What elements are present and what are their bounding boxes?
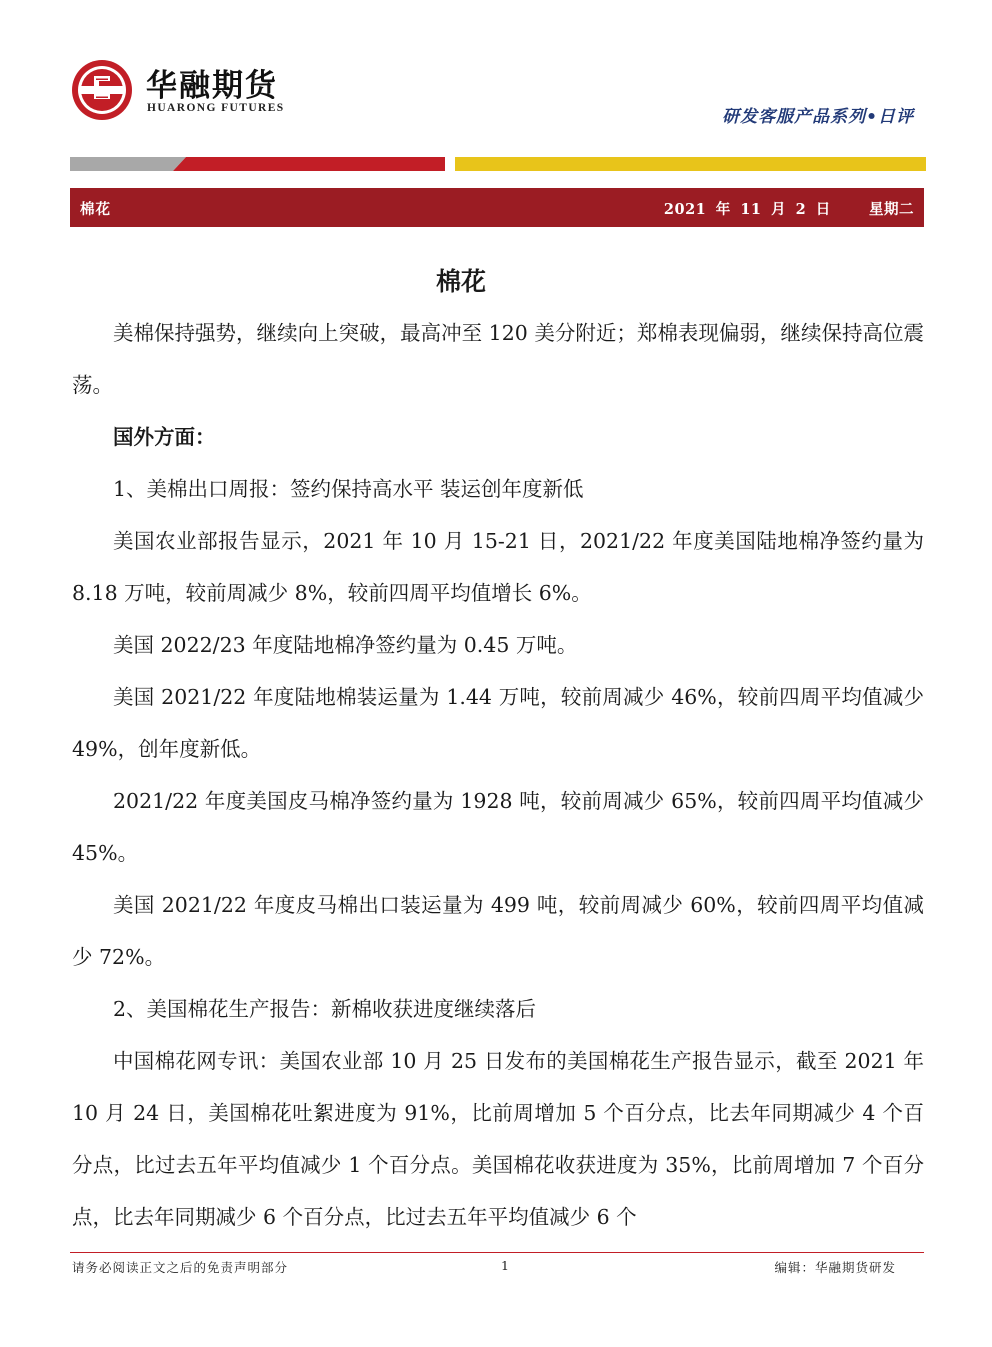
- yellow-stripe: [455, 157, 926, 171]
- paragraph: 2021/22 年度美国皮马棉净签约量为 1928 吨，较前周减少 65%，较前四周平均值减少 45%。: [72, 789, 924, 865]
- section-band: [70, 188, 924, 227]
- report-date: 2021 年 11 月 2 日: [663, 201, 831, 218]
- page-number: 1: [501, 1258, 509, 1273]
- paragraph: 美国农业部报告显示，2021 年 10 月 15-21 日，2021/22 年度美国陆地棉净签约量为 8.18 万吨，较前周减少 8%，较前四周平均值增长 6%。: [72, 529, 924, 605]
- paragraph: 中国棉花网专讯：美国农业部 10 月 25 日发布的美国棉花生产报告显示，截至 2021 年 10 月 24 日，美国棉花吐絮进度为 91%，比前周增加 5 个百分点，比去年同期减少 4 个百分点，比过去五年平均值减少 1 个百分点。美国棉花收获进度为 35%，比前周增加 7 个百分点，比去年同期减少 6 个百分点，比过去五年平均值减少 6 个: [72, 1049, 924, 1229]
- paragraph: 美国 2021/22 年度陆地棉装运量为 1.44 万吨，较前周减少 46%，较前四周平均值减少 49%，创年度新低。: [72, 685, 924, 761]
- grey-stripe: [70, 157, 186, 171]
- section-heading: 国外方面：: [113, 425, 216, 449]
- red-stripe: [173, 157, 445, 171]
- page-header: [0, 0, 992, 140]
- subheading: 1、美棉出口周报：签约保持高水平 装运创年度新低: [113, 477, 584, 501]
- paragraph: 美棉保持强势，继续向上突破，最高冲至 120 美分附近；郑棉表现偏弱，继续保持高位震荡。: [72, 321, 924, 397]
- header-decorative-stripes: [70, 157, 926, 171]
- huarong-logo-icon: [70, 58, 134, 122]
- report-series-label: 研发客服产品系列•日评: [722, 107, 914, 127]
- footer-editor: 编辑：华融期货研发: [774, 1260, 896, 1275]
- brand-name-english: HUARONG FUTURES: [147, 102, 285, 114]
- date-label: [664, 198, 914, 219]
- brand-name-chinese: 华融期货: [146, 68, 278, 104]
- article-body: [72, 307, 924, 1243]
- paragraph: 美国 2021/22 年度皮马棉出口装运量为 499 吨，较前周减少 60%，较前四周平均值减少 72%。: [72, 893, 924, 969]
- footer-divider: [70, 1252, 924, 1253]
- footer-disclaimer: 请务必阅读正文之后的免责声明部分: [72, 1260, 289, 1275]
- document-title: 棉花: [435, 267, 486, 296]
- subheading: 2、美国棉花生产报告：新棉收获进度继续落后: [113, 997, 537, 1021]
- report-weekday: 星期二: [869, 201, 914, 218]
- paragraph: 美国 2022/23 年度陆地棉净签约量为 0.45 万吨。: [113, 633, 578, 657]
- section-label: 棉花: [80, 201, 111, 218]
